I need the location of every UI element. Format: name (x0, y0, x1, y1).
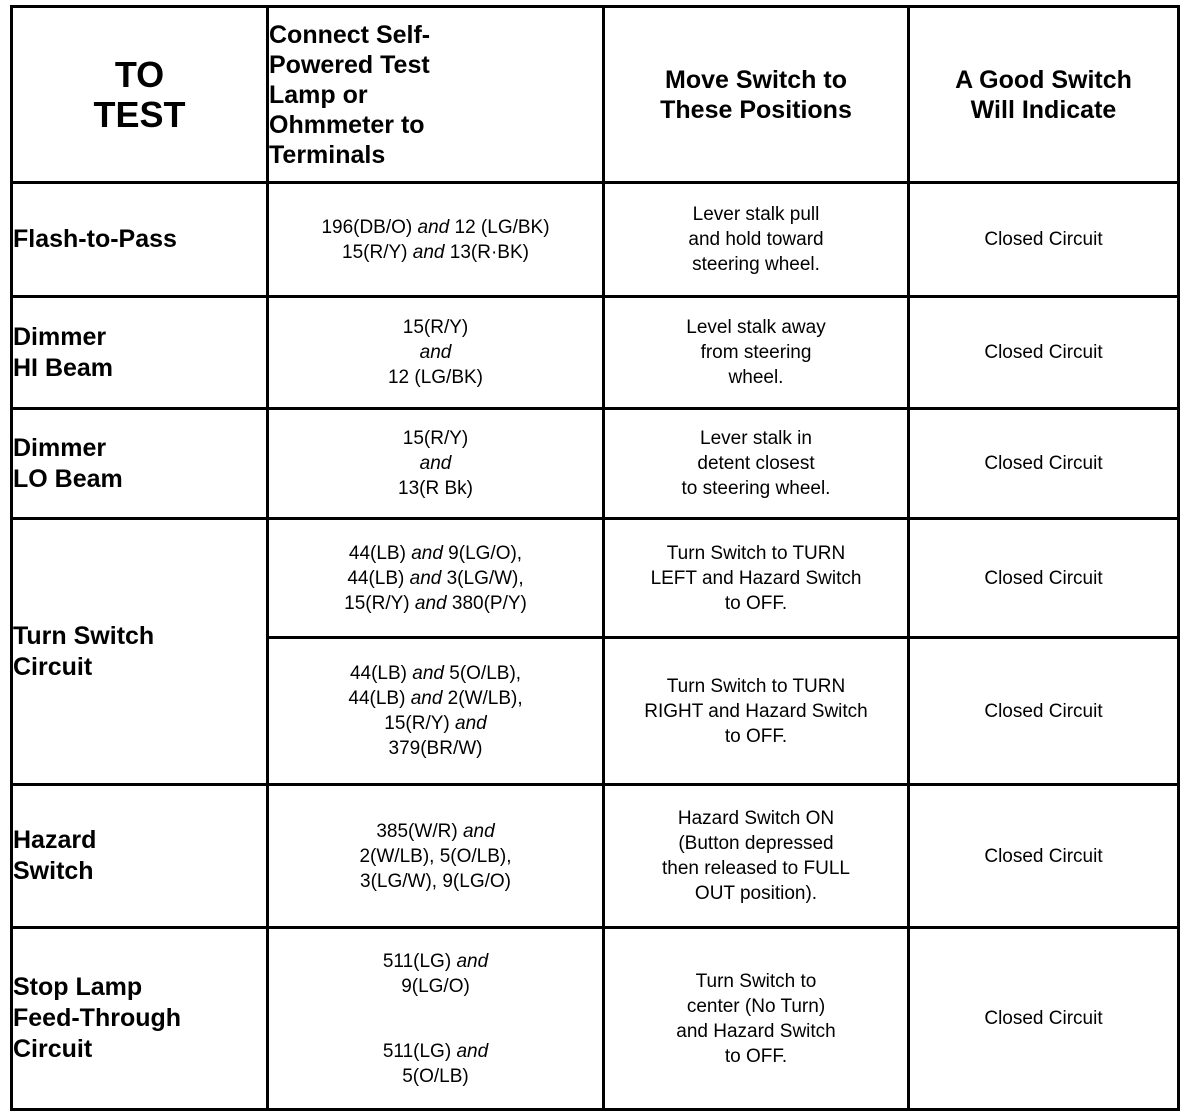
switch-position-cell (604, 928, 909, 1110)
switch-position-line: Lever stalk pull (692, 204, 820, 225)
test-name-cell (12, 409, 268, 519)
terminals-line: 385(W/R) and (376, 820, 495, 842)
header-move-line: Move Switch to (665, 65, 847, 94)
test-name-line: Turn Switch (13, 621, 155, 650)
test-name-line: Switch (13, 857, 94, 885)
terminals-line: 13(R Bk) (398, 478, 473, 499)
test-name-line: Circuit (13, 652, 93, 681)
terminals-line: 196(DB/O) and 12 (LG/BK) (321, 216, 550, 238)
terminals-line: 44(LB) and 2(W/LB), (348, 688, 523, 709)
terminals-line: 12 (LG/BK) (387, 367, 484, 388)
table-row (12, 928, 1179, 1110)
and-word: and (417, 216, 450, 238)
table-row (12, 785, 1179, 928)
test-name-cell (12, 928, 268, 1110)
and-word: and (456, 1040, 489, 1062)
result-cell: Closed Circuit (909, 519, 1179, 638)
test-name-line: Dimmer (13, 322, 107, 351)
and-word: and (455, 713, 487, 734)
terminals-line: 2(W/LB), 5(O/LB), (359, 845, 512, 867)
terminals-cell (268, 928, 604, 1110)
switch-position-cell (604, 785, 909, 928)
switch-position-line: wheel. (728, 367, 784, 388)
terminals-line: 511(LG) and (382, 950, 489, 972)
terminals-line: 44(LB) and 3(LG/W), (347, 567, 524, 589)
switch-position-line: LEFT and Hazard Switch (650, 567, 862, 589)
terminals-cell (268, 785, 604, 928)
and-word: and (414, 592, 447, 614)
switch-position-line: to OFF. (724, 592, 788, 614)
test-name-line: Feed-Through (13, 1004, 182, 1032)
terminals-cell (268, 183, 604, 297)
test-name-line: HI Beam (13, 353, 114, 382)
switch-position-line: to steering wheel. (681, 478, 831, 499)
and-word: and (410, 688, 443, 709)
header-connect-line: Ohmmeter to (269, 110, 425, 139)
switch-position-line: (Button depressed (678, 833, 834, 854)
test-name-cell (12, 785, 268, 928)
switch-position-line: to OFF. (724, 1045, 788, 1067)
terminals-line: 5(O/LB) (402, 1065, 469, 1087)
terminals-line: 15(R/Y) (402, 317, 469, 338)
header-connect (268, 7, 604, 183)
switch-position-line: steering wheel. (692, 254, 820, 275)
terminals-line (269, 451, 602, 476)
header-connect-line: Connect Self- (269, 20, 431, 49)
switch-position-line: detent closest (697, 453, 815, 474)
switch-position-line: Lever stalk in (700, 428, 812, 449)
test-name-line: LO Beam (13, 464, 123, 493)
switch-position-line: and hold toward (688, 229, 824, 250)
terminals-line: 15(R/Y) and (384, 713, 487, 734)
and-word: and (412, 241, 445, 263)
terminals-cell (268, 519, 604, 638)
result-cell: Closed Circuit (909, 785, 1179, 928)
terminals-cell (268, 297, 604, 409)
test-name-line: Hazard (13, 826, 97, 854)
switch-position-line: Turn Switch to TURN (666, 675, 846, 697)
terminals-cell (268, 409, 604, 519)
switch-position-cell (604, 297, 909, 409)
switch-position-line: from steering (700, 342, 812, 363)
terminals-line: 9(LG/O) (401, 975, 470, 997)
test-name-line: Dimmer (13, 433, 107, 462)
result-cell: Closed Circuit (909, 297, 1179, 409)
switch-position-line: RIGHT and Hazard Switch (644, 700, 868, 722)
switch-position-line: OUT position). (694, 883, 818, 904)
test-name-line: Circuit (13, 1035, 93, 1063)
table-row (12, 409, 1179, 519)
switch-position-line: Level stalk away (686, 317, 826, 338)
header-row (12, 7, 1179, 183)
header-connect-line: Terminals (269, 140, 386, 169)
terminals-line: 15(R/Y) and 380(P/Y) (344, 592, 527, 614)
switch-position-cell (604, 409, 909, 519)
table-body (12, 183, 1179, 1110)
header-connect-line: Lamp or (269, 80, 368, 109)
header-to-test-line: TO (114, 53, 165, 95)
header-good-line: A Good Switch (955, 65, 1132, 94)
header-move-switch (604, 7, 909, 183)
and-word: and (411, 542, 443, 564)
header-good-switch (909, 7, 1179, 183)
result-cell: Closed Circuit (909, 409, 1179, 519)
terminals-line: 3(LG/W), 9(LG/O) (360, 870, 511, 892)
header-to-test (12, 7, 268, 183)
switch-position-line: to OFF. (724, 725, 788, 747)
result-cell: Closed Circuit (909, 638, 1179, 785)
result-cell: Closed Circuit (909, 928, 1179, 1110)
and-word: and (462, 820, 495, 842)
terminals-line: 44(LB) and 5(O/LB), (349, 663, 522, 684)
switch-position-cell (604, 519, 909, 638)
table-row (12, 519, 1179, 638)
switch-position-line: Turn Switch to TURN (666, 542, 846, 564)
terminals-line: 379(BR/W) (388, 738, 483, 759)
test-name-line: Stop Lamp (13, 973, 143, 1001)
terminals-line: 15(R/Y) and 13(R·BK) (342, 241, 529, 263)
table-row (12, 183, 1179, 297)
test-name-cell (12, 519, 268, 785)
terminals-line: 511(LG) and (382, 1040, 489, 1062)
switch-position-line: center (No Turn) (686, 995, 826, 1017)
and-word: and (412, 663, 444, 684)
switch-position-cell (604, 638, 909, 785)
terminals-line: 44(LB) and 9(LG/O), (348, 542, 523, 564)
header-good-line: Will Indicate (970, 95, 1117, 124)
header-to-test-line: TEST (93, 93, 186, 135)
and-word: and (409, 567, 442, 589)
and-word: and (456, 950, 489, 972)
switch-position-cell (604, 183, 909, 297)
and-word: and (419, 342, 452, 363)
test-name-cell (12, 297, 268, 409)
switch-position-line: Hazard Switch ON (677, 808, 835, 829)
terminals-gap (269, 999, 602, 1039)
terminals-cell (268, 638, 604, 785)
switch-test-table (10, 5, 1180, 1111)
switch-position-line: and Hazard Switch (676, 1020, 836, 1042)
switch-position-line: Turn Switch to (695, 970, 817, 992)
terminals-line: 15(R/Y) (402, 428, 469, 449)
test-name-cell (12, 183, 268, 297)
and-word: and (419, 453, 452, 474)
header-connect-line: Powered Test (269, 50, 430, 79)
test-name-line: Flash-to-Pass (13, 225, 177, 253)
result-cell: Closed Circuit (909, 183, 1179, 297)
table-row (12, 297, 1179, 409)
switch-position-line: then released to FULL (661, 858, 850, 879)
terminals-line (269, 340, 602, 365)
header-move-line: These Positions (660, 95, 852, 124)
